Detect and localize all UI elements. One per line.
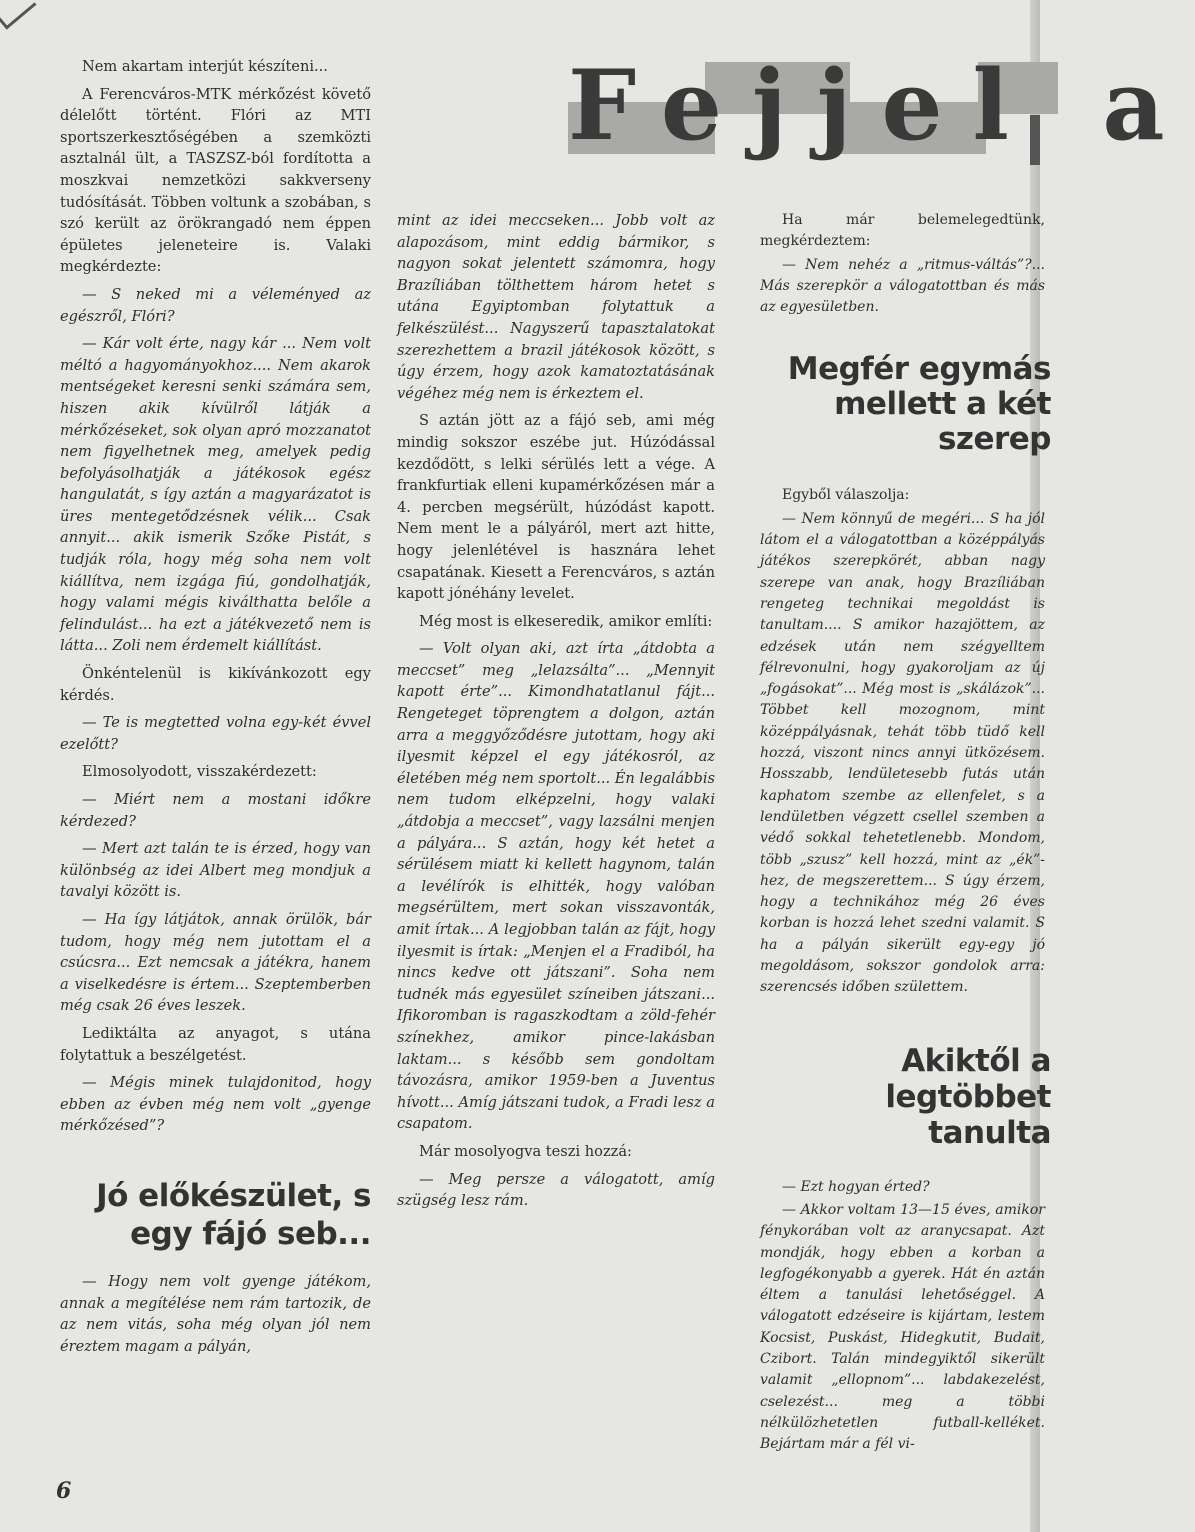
column-3	[760, 210, 1051, 1457]
column-2	[397, 210, 715, 1218]
paragraph: — Te is megtetted volna egy-két évvel ezelőtt?	[60, 714, 371, 753]
paragraph: — Hogy nem volt gyenge játékom, annak a megítélése nem rám tartozik, de az nem vitás, soha még olyan jól nem éreztem magam a pályán,	[60, 1272, 371, 1355]
paragraph: — Nem könnyű de megéri... S ha jól látom el a válogatottban a középpályás játékos szerepkörét, abban nagy szerepe van anak, hogy Brazíliában rengeteg technikai megoldást is tanultam.... S amikor hazajöttem, az edzések után nem szégyelltem félrevonulni, hogy gyakoroljam az új „fogásokat”... Még most is „skálázok”... Többet kell mozognom, mint középpályásnak, tehát több tüdő kell hozzá, viszont nincs annyi ütközésem. Hosszabb, lendületesebb futás után kaphatom szembe az ellenfelet, s a lendületben végzett csellel szemben a védő sokkal tehetetlenebb. Mondom, több „szusz” kell hozzá, mint az „ék”-hez, de megszerettem... S úgy érzem, hogy a technikához még 26 éves korban is hozzá lehet szedni valamit. S ha a pályán sikerült egy-egy jó megoldásom, sokszor gondolok arra: szerencsés időben születtem.	[760, 510, 1045, 996]
paragraph: — S neked mi a véleményed az egészről, Flóri?	[60, 285, 371, 325]
headline	[523, 49, 1195, 170]
paragraph: Még most is elkeseredik, amikor említi:	[419, 612, 713, 630]
paragraph: Elmosolyodott, visszakérdezett:	[82, 763, 317, 781]
paragraph: Nem akartam interjút készíteni...	[82, 58, 328, 75]
paragraph: — Nem nehéz a „ritmus-váltás”?... Más szerepkör a válogatottban és más az egyesületben.	[760, 256, 1045, 316]
subheading-preparation: Jó előkészület, s egy fájó seb...	[96, 1177, 371, 1252]
column-1-after	[60, 1271, 371, 1357]
paragraph: — Volt olyan aki, azt írta „átdobta a meccset” meg „lelazsálta”... „Mennyit kapott érte”... Kimondhatatlanul fájt... Rengeteget töprengtem a dolgon, aztán arra a meggyőződésre jutottam, hogy aki ilyesmit képzel el egy játékosról, az életében még nem sportolt... Én legalábbis nem tudom elképzelni, hogy valaki „átdobja a meccset”, vagy lazsálni menjen a pályára... S aztán, hogy két hetet a sérülésem miatt ki kellett hagynom, talán a levélírók is elhitték, hogy valóban megsérültem, mert sokan visszavonták, amit írtak... A legjobban talán az fájt, hogy ilyesmit is írtak: „Menjen el a Fradiból, ha nincs kedve ott játszani”. Soha nem tudnék más egyesület színeiben játszani... Ifikoromban is ragaszkodtam a zöld-fehér színekhez, amikor pince-lakásban laktam... s később sem gondoltam távozásra, amikor 1959-ben a Juventus hívott... Amíg játszani tudok, a Fradi lesz a csapatom.	[397, 640, 716, 1133]
paragraph: — Miért nem a mostani időkre kérdezed?	[60, 791, 371, 830]
column-1-body	[60, 56, 371, 1137]
paragraph: — Ezt hogyan érted?	[782, 1178, 930, 1195]
column-3-mid	[760, 485, 1045, 998]
paragraph: — Mégis minek tulajdonitod, hogy ebben az évben még nem volt „gyenge mérkőzésed”?	[60, 1074, 371, 1135]
paragraph: Egyből válaszolja:	[782, 487, 910, 504]
paragraph: A Ferencváros-MTK mérkőzést követő délelőtt történt. Flóri az MTI sportszerkesztőségében a szemközti asztalnál ült, a TASZSZ-ból fordította a moszkvai nemzetközi sakkverseny tudósítását. Többen voltunk a szobában, s szó került az örökrangadó nem éppen épületes jeleneteire is. Valaki megkérdezte:	[60, 85, 371, 276]
paragraph: — Akkor voltam 13—15 éves, amikor fénykorában volt az aranycsapat. Azt mondják, hogy ebben a korban a legfogékonyabb a gyerek. Hát én aztán éltem a tanulási lehetőséggel. A válogatott edzéseire is kijártam, lestem Kocsist, Puskást, Hidegkutit, Budait, Czibort. Talán mindegyiktől sikerült valamit „ellopnom”... labdakezelést, cselezést... meg a többi nélkülözhetetlen futball-kelléket. Bejártam már a fél vi-	[760, 1201, 1045, 1453]
column-3-end	[760, 1177, 1045, 1456]
page-number: 6	[56, 1478, 72, 1504]
paragraph: mint az idei meccseken... Jobb volt az alapozásom, mint eddig bármikor, s nagyon sokat jelentett számomra, hogy Brazíliában tölthettem három hetet s utána Egyiptomban folytattuk a felkészülést... Nagyszerű tapasztalatokat szerezhettem a brazil játékosok között, s úgy érzem, hogy azok kamatoztatásának végéhez még nem is érkeztem el.	[397, 212, 715, 402]
paragraph: Már mosolyogva teszi hozzá:	[419, 1142, 632, 1160]
subheading-two-roles: Megfér egymás mellett a két szerep	[787, 351, 1051, 458]
corner-fold-mark	[0, 0, 37, 30]
paragraph: Ha már belemelegedtünk, megkérdeztem:	[760, 212, 1045, 250]
column-2-body	[397, 210, 715, 1212]
paragraph: S aztán jött az a fájó seb, ami még mindig sokszor eszébe jut. Húzódással kezdődött, s lelki sérülés lett a vége. A frankfurtiak elleni kupamérkőzésen már a 4. percben megsérült, húzódást kapott. Nem ment le a pályáról, mert azt hitte, hogy jelenlétével is hasznára lehet csapatának. Kiesett a Ferencváros, s aztán kapott jónéhány levelet.	[397, 412, 715, 603]
column-3-intro	[760, 210, 1045, 318]
column-1	[60, 56, 371, 1363]
paragraph: Lediktálta az anyagot, s utána folytattuk a beszélgetést.	[60, 1024, 371, 1064]
paragraph: — Mert azt talán te is érzed, hogy van különbség az idei Albert meg mondjuk a tavalyi között is.	[60, 840, 371, 901]
paragraph: — Kár volt érte, nagy kár ... Nem volt méltó a hagyományokhoz.... Nem akarok mentségeket keresni senki számára sem, hiszen akik kívülről látják a mérkőzéseket, sok olyan apró mozzanatot nem figyelhetnek meg, amelyek pedig befolyásolhatják a játékosok egész hangulatát, s így aztán a magyarázatot is üres mentegetődzésnek vélik... Csak annyit... akik ismerik Szőke Pistát, s tudják róla, hogy még soha nem volt kiállítva, nem izgága fiú, gondolhatják, hogy valami mégis kiválthatta belőle a felindulást... ha ezt a játékvezető nem is látta... Zoli nem érdemelt kiállítást.	[60, 335, 371, 655]
paragraph: Önkéntelenül is kikívánkozott egy kérdés.	[60, 665, 371, 704]
subheading-learned-from: Akiktől a legtöbbet tanulta	[885, 1042, 1051, 1151]
paragraph: — Ha így látjátok, annak örülök, bár tudom, hogy még nem jutottam el a csúcsra... Ezt nemcsak a játékra, hanem a viselkedésre is értem... Szeptemberben még csak 26 éves leszek.	[60, 910, 371, 1015]
paragraph: — Meg persze a válogatott, amíg szügség lesz rám.	[397, 1170, 715, 1210]
headline-text: Fejjel a	[568, 49, 1195, 162]
